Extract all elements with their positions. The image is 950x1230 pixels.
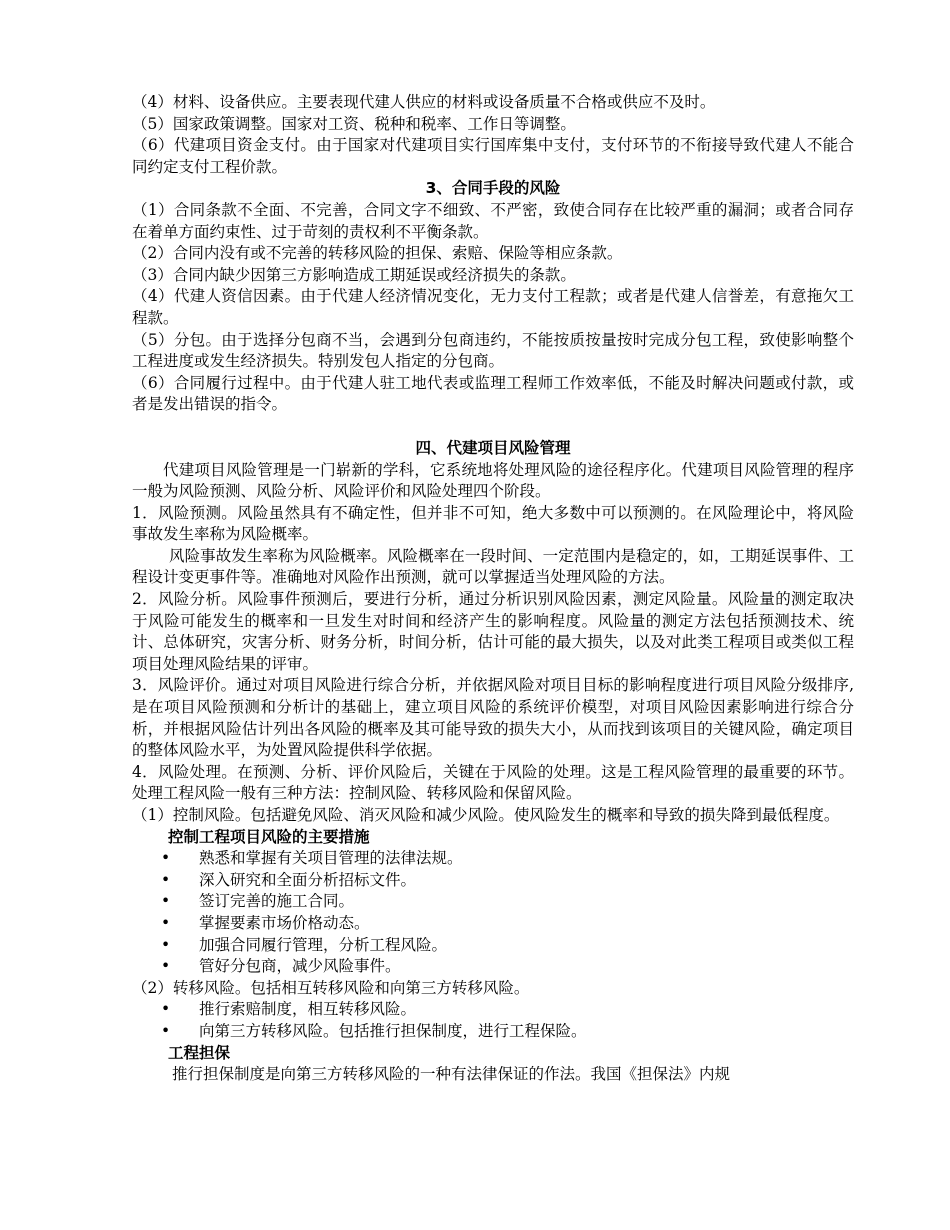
list-item: • 加强合同履行管理，分析工程风险。 xyxy=(132,935,854,957)
list-item: • 向第三方转移风险。包括推行担保制度，进行工程保险。 xyxy=(132,1021,854,1043)
paragraph: （6）合同履行过程中。由于代建人驻工地代表或监理工程师工作效率低，不能及时解决问题或付款，或者是发出错误的指令。 xyxy=(132,373,854,414)
paragraph: （2）合同内没有或不完善的转移风险的担保、索赔、保险等相应条款。 xyxy=(132,244,623,263)
list-item: • 掌握要素市场价格动态。 xyxy=(132,913,854,935)
step-1-detail: 风险事故发生率称为风险概率。风险概率在一段时间、一定范围内是稳定的，如，工期延误事件、工程设计变更事件等。准确地对风险作出预测，就可以掌握适当处理风险的方法。 xyxy=(132,546,854,587)
transfer-risk: （2）转移风险。包括相互转移风险和向第三方转移风险。 xyxy=(132,978,530,997)
bullet-icon: • xyxy=(161,913,171,932)
step-2: 2．风险分析。风险事件预测后，要进行分析，通过分析识别风险因素，测定风险量。风险量的测定取决于风险可能发生的概率和一旦发生对时间和经济产生的影响程度。风险量的测定方法包括预测技术、统计、总体研究，灾害分析、财务分析，时间分析，估计可能的最大损失，以及对此类工程项目或类似工程项目处理风险结果的评审。 xyxy=(132,590,854,673)
bullet-icon: • xyxy=(161,1000,171,1019)
step-1: 1．风险预测。风险虽然具有不确定性，但并非不可知，绝大多数中可以预测的。在风险理论中，将风险事故发生率称为风险概率。 xyxy=(132,503,854,544)
list-item: • 签订完善的施工合同。 xyxy=(132,891,854,913)
measures-list xyxy=(132,848,854,978)
paragraph: （5）国家政策调整。国家对工资、税种和税率、工作日等调整。 xyxy=(132,114,576,133)
list-item: • 管好分包商，减少风险事件。 xyxy=(132,956,854,978)
paragraph: （4）代建人资信因素。由于代建人经济情况变化，无力支付工程款；或者是代建人信誉差，有意拖欠工程款。 xyxy=(132,287,854,327)
document-page xyxy=(132,92,854,1086)
guarantee-text: 推行担保制度是向第三方转移风险的一种有法律保证的作法。我国《担保法》内规 xyxy=(172,1065,731,1084)
list-item: • 熟悉和掌握有关项目管理的法律法规。 xyxy=(132,848,854,870)
paragraph: （3）合同内缺少因第三方影响造成工期延误或经济损失的条款。 xyxy=(132,265,576,284)
bullet-icon: • xyxy=(161,870,171,889)
transfer-list xyxy=(132,999,854,1042)
section-heading-3: 3、合同手段的风险 xyxy=(425,179,561,198)
paragraph: （5）分包。由于选择分包商不当，会遇到分包商违约，不能按质按量按时完成分包工程，致使影响整个工程进度或发生经济损失。特别发包人指定的分包商。 xyxy=(132,330,854,371)
paragraph: （4）材料、设备供应。主要表现代建人供应的材料或设备质量不合格或供应不及时。 xyxy=(132,93,716,111)
bullet-icon: • xyxy=(161,892,171,911)
control-risk: （1）控制风险。包括避免风险、消灭风险和减少风险。使风险发生的概率和导致的损失降到最低程度。 xyxy=(132,806,840,824)
intro-paragraph: 代建项目风险管理是一门崭新的学科，它系统地将处理风险的途径程序化。代建项目风险管理的程序一般为风险预测、风险分析、风险评价和风险处理四个阶段。 xyxy=(132,460,854,501)
spacer xyxy=(132,416,854,438)
guarantee-title: 工程担保 xyxy=(168,1043,231,1062)
measures-title: 控制工程项目风险的主要措施 xyxy=(168,827,370,846)
bullet-icon: • xyxy=(161,935,171,954)
bullet-icon: • xyxy=(161,1021,171,1040)
paragraph: （1）合同条款不全面、不完善，合同文字不细致、不严密，致使合同存在比较严重的漏洞；或者合同存在着单方面约束性、过于苛刻的责权利不平衡条款。 xyxy=(132,200,854,241)
paragraph: （6）代建项目资金支付。由于国家对代建项目实行国库集中支付，支付环节的不衔接导致代建人不能合同约定支付工程价款。 xyxy=(132,136,854,176)
step-3: 3．风险评价。通过对项目风险进行综合分析，并依据风险对项目目标的影响程度进行项目风险分级排序,是在项目风险预测和分析计的基础上，建立项目风险的系统评价模型，对项目风险因素影响进行综合分析，并根据风险估计列出各风险的概率及其可能导致的损失大小，从而找到该项目的关键风险，确定项目的整体风险水平，为处置风险提供科学依据。 xyxy=(132,676,854,760)
list-item: • 推行索赔制度，相互转移风险。 xyxy=(132,999,854,1021)
step-4: 4．风险处理。在预测、分析、评价风险后，关键在于风险的处理。这是工程风险管理的最重要的环节。处理工程风险一般有三种方法：控制风险、转移风险和保留风险。 xyxy=(132,762,854,803)
list-item: • 深入研究和全面分析招标文件。 xyxy=(132,870,854,892)
bullet-icon: • xyxy=(161,957,171,976)
bullet-icon: • xyxy=(161,849,171,868)
section-heading-4: 四、代建项目风险管理 xyxy=(415,438,571,457)
